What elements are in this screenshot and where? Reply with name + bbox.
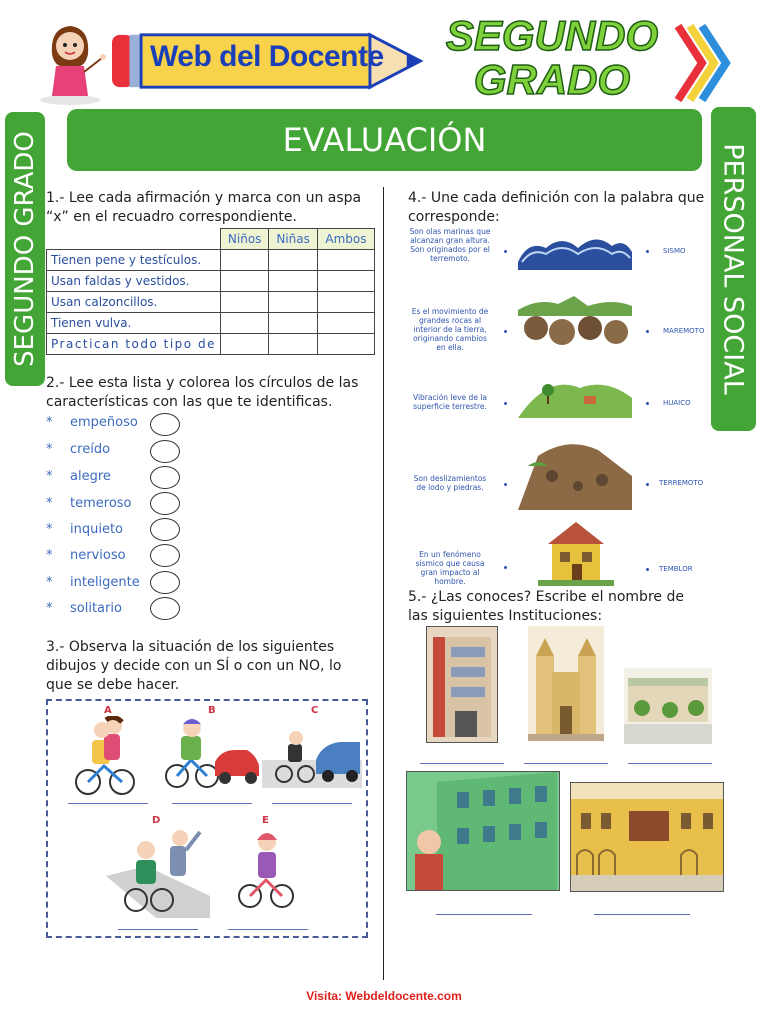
side-label-left-text: SEGUNDO GRADO — [10, 131, 40, 367]
checkbox-cell[interactable] — [317, 334, 374, 355]
side-label-left — [5, 112, 45, 386]
question-2: 2.- Lee esta lista y colorea los círculos de las características con las que te identificas. — [46, 375, 359, 410]
word-maremoto: MAREMOTO — [663, 327, 705, 335]
connector-dot[interactable] — [646, 568, 649, 571]
list-item — [46, 575, 140, 590]
bullet-icon: * — [46, 469, 53, 484]
table-row — [47, 334, 375, 355]
color-circle[interactable] — [150, 571, 180, 594]
grade-title — [432, 14, 672, 102]
answer-line[interactable] — [628, 763, 712, 764]
evaluation-banner: EVALUACIÓN — [67, 109, 702, 171]
cathedral-drawing — [528, 626, 604, 741]
kids-bike-drawing — [74, 716, 136, 798]
checkbox-cell[interactable] — [317, 313, 374, 334]
list-item-label: nervioso — [70, 548, 126, 563]
bullet-icon: * — [46, 601, 53, 616]
list-item — [46, 442, 110, 457]
list-item-label: inteligente — [70, 575, 140, 590]
rocks-drawing — [518, 292, 632, 350]
question-5: 5.- ¿Las conoces? Escribe el nombre de las siguientes Instituciones: — [408, 589, 684, 624]
list-item-label: empeñoso — [70, 415, 138, 430]
waves-drawing — [518, 232, 632, 270]
connector-dot[interactable] — [504, 483, 507, 486]
list-item — [46, 496, 132, 511]
list-item-label: creído — [70, 442, 111, 457]
table-row — [47, 313, 375, 334]
color-circle[interactable] — [150, 440, 180, 463]
plaza-photo — [624, 668, 712, 744]
bullet-icon: * — [46, 415, 53, 430]
color-circle[interactable] — [150, 413, 180, 436]
question-3: 3.- Observa la situación de los siguientes dibujos y decide con un SÍ o con un NO, lo que se debe hacer. — [46, 639, 342, 693]
helmet-bike-drawing — [238, 826, 294, 910]
bullet-icon: * — [46, 548, 53, 563]
side-label-right-text: PERSONAL SOCIAL — [717, 143, 749, 395]
definition-text: Son olas marinas que alcanzan gran altura. Son originados por el terremoto. — [409, 227, 491, 263]
scene-label-b: B — [208, 705, 216, 716]
connector-dot[interactable] — [646, 483, 649, 486]
definition-text: Es el movimiento de grandes rocas al interior de la tierra, originando cambios en ella. — [411, 307, 489, 352]
grade-line2: GRADO — [473, 56, 631, 103]
table-row-label: Tienen pene y testículos. — [47, 250, 221, 271]
checkbox-cell[interactable] — [220, 292, 268, 313]
connector-dot[interactable] — [504, 566, 507, 569]
table-header-row — [47, 229, 375, 250]
list-item — [46, 415, 138, 430]
building-photo — [426, 626, 498, 743]
list-item-label: inquieto — [70, 522, 124, 537]
bullet-icon: * — [46, 442, 53, 457]
green-building-drawing — [407, 772, 559, 890]
color-circle[interactable] — [150, 544, 180, 567]
table-row — [47, 292, 375, 313]
list-item-label: solitario — [70, 601, 122, 616]
table-header-ninas: Niñas — [269, 229, 317, 250]
house-drawing — [528, 514, 620, 590]
checkbox-cell[interactable] — [317, 271, 374, 292]
bullet-icon: * — [46, 575, 53, 590]
connector-dot[interactable] — [504, 402, 507, 405]
word-temblor: TEMBLOR — [659, 565, 693, 573]
checkbox-cell[interactable] — [220, 250, 268, 271]
landslide-drawing — [518, 436, 632, 510]
table-row — [47, 271, 375, 292]
definition-text: Vibración leve de la superficie terrestre. — [413, 393, 487, 411]
list-item — [46, 601, 122, 616]
table-row-label: Tienen vulva. — [47, 313, 221, 334]
answer-line[interactable] — [436, 914, 532, 915]
answer-line[interactable] — [228, 929, 308, 930]
checkbox-cell[interactable] — [269, 250, 317, 271]
answer-line[interactable] — [420, 763, 504, 764]
yellow-building-drawing — [571, 783, 723, 891]
teacher-icon — [30, 14, 110, 106]
checkbox-cell[interactable] — [317, 250, 374, 271]
checkbox-cell[interactable] — [269, 334, 317, 355]
bullet-icon: * — [46, 496, 53, 511]
table-row-label: Practican todo tipo de — [47, 334, 221, 355]
yellow-building-photo — [570, 782, 724, 892]
building-drawing — [427, 627, 497, 742]
word-terremoto: TERREMOTO — [659, 479, 704, 487]
scene-label-a: A — [104, 705, 112, 716]
logo-text: Web del Docente — [150, 40, 384, 73]
connector-dot[interactable] — [504, 250, 507, 253]
color-circle[interactable] — [150, 466, 180, 489]
table-row — [47, 250, 375, 271]
connector-dot[interactable] — [646, 402, 649, 405]
chevron-arrows-icon — [672, 20, 732, 106]
answer-line[interactable] — [118, 929, 198, 930]
list-item-label: alegre — [70, 469, 111, 484]
plaza-drawing — [624, 668, 712, 744]
checkbox-cell[interactable] — [269, 271, 317, 292]
bullet-icon: * — [46, 522, 53, 537]
table-header-ambos: Ambos — [317, 229, 374, 250]
question-1: 1.- Lee cada afirmación y marca con un aspa “x” en el recuadro correspondiente. — [46, 190, 362, 225]
answer-line[interactable] — [594, 914, 690, 915]
word-huaico: HUAICO — [663, 399, 691, 407]
answer-line[interactable] — [524, 763, 608, 764]
connector-dot[interactable] — [646, 250, 649, 253]
table-row-label: Usan calzoncillos. — [47, 292, 221, 313]
color-circle[interactable] — [150, 492, 180, 515]
bike-and-car-drawing — [165, 716, 261, 792]
list-item-label: temeroso — [70, 496, 132, 511]
hill-drawing — [518, 374, 632, 418]
checkbox-cell[interactable] — [269, 313, 317, 334]
definition-text: Son deslizamientos de lodo y piedras. — [413, 474, 487, 492]
table-header-blank — [47, 229, 221, 250]
table-header-ninos: Niños — [220, 229, 268, 250]
answer-line[interactable] — [172, 803, 252, 804]
checkbox-cell[interactable] — [220, 334, 268, 355]
q1-table — [46, 228, 375, 355]
connector-dot[interactable] — [646, 330, 649, 333]
column-divider — [383, 187, 384, 980]
connector-dot[interactable] — [504, 330, 507, 333]
answer-line[interactable] — [68, 803, 148, 804]
color-circle[interactable] — [150, 518, 180, 541]
bike-near-traffic-drawing — [262, 730, 362, 788]
definition-text: En un fenómeno sísmico que causa gran impacto al hombre. — [415, 550, 485, 586]
grade-line1: SEGUNDO — [445, 12, 659, 59]
list-item — [46, 522, 123, 537]
table-row-label: Usan faldas y vestidos. — [47, 271, 221, 292]
checkbox-cell[interactable] — [317, 292, 374, 313]
checkbox-cell[interactable] — [220, 313, 268, 334]
question-4: 4.- Une cada definición con la palabra que corresponde: — [408, 190, 705, 225]
scene-label-d: D — [152, 815, 161, 826]
answer-line[interactable] — [272, 803, 352, 804]
scene-label-e: E — [262, 815, 269, 826]
color-circle[interactable] — [150, 597, 180, 620]
side-label-right — [711, 107, 756, 431]
word-sismo: SISMO — [663, 247, 686, 255]
scene-label-c: C — [311, 705, 319, 716]
list-item — [46, 469, 111, 484]
footer-link[interactable]: Visita: Webdeldocente.com — [306, 989, 462, 1003]
bike-obstacle-drawing — [106, 826, 210, 918]
cathedral-photo — [528, 626, 604, 741]
checkbox-cell[interactable] — [269, 292, 317, 313]
list-item — [46, 548, 126, 563]
green-building-photo — [406, 771, 560, 891]
checkbox-cell[interactable] — [220, 271, 268, 292]
